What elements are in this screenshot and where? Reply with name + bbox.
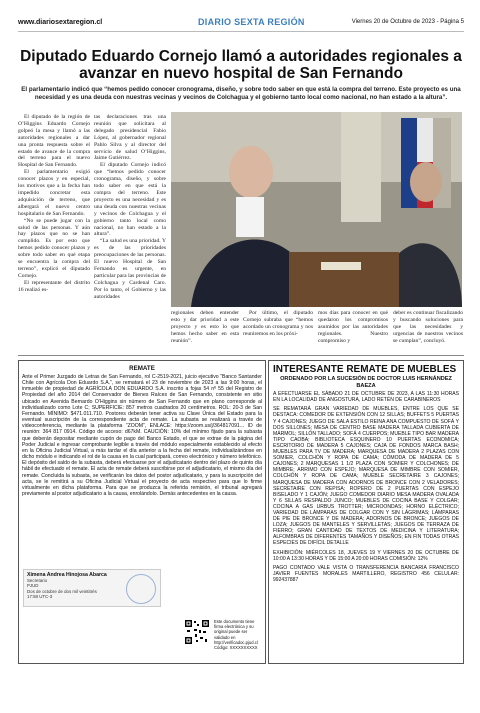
muebles-schedule: EXHIBICIÓN: MIÉRCOLES 18, JUEVES 19 Y VIERNES 20 DE OCTUBRE DE 10:00 A 13:30 HORAS Y DE 15:00 A 20:00 HORAS COMISIÓN: 12% — [273, 549, 459, 562]
article-paragraph: “La salud es una prioridad. Y es de las prioridades preocupaciones de las personas. El nuevo Hospital de San Fernando es urgente, en particular para las provincias de Colchagua y Cardenal Caro. Por lo tanto, el Gobierno y las autoridades — [94, 238, 166, 300]
signer-role: Secretario — [27, 578, 48, 583]
article-paragraph: El parlamentario exigió conocer plazos y en especial, los motivos que a la fecha han impedido concretar esta adquisición de terreno, que albergará el nuevo centro hospitalario de San Fernando. — [18, 169, 90, 217]
qr-code-icon[interactable] — [184, 619, 210, 645]
article-paragraph: “No se puede jugar con la salud de las personas. Y aún hay plazos que no se han cumplido. Es por esto que hemos pedido conocer plazos y sobre todo saber en qué etapa se encuentra la compra del terreno”, explicó el diputado Cornejo. — [18, 217, 90, 279]
article-subhead: El parlamentario indicó que “hemos pedido conocer cronograma, diseño, y sobre todo saber en que está la compra del terreno. Este proyecto es una necesidad y es una deuda con nuestras vecinas y vecinos de Colchagua y el gobierno tanto local como nacional, no han estado a la altura”. — [21, 86, 461, 101]
qr-validation-text: Este documento tiene firma electrónica y su original puede ser validado en http://verificadoc.pjud.cl Código: XXXXXXXXXX — [214, 619, 258, 651]
article-photo — [171, 112, 462, 307]
section-divider — [18, 355, 464, 356]
muebles-body — [273, 391, 459, 583]
signer-name: Ximena Andrea Hinojosa Abarca — [27, 572, 107, 578]
muebles-payment: PAGO CONTADO VALE VISTA O TRANSFERENCIA BANCARIA FRANCISCO JAVIER FUENTES MORALES MARTILLERO, REGISTRO 456 CELULAR: 992437887 — [273, 564, 459, 583]
article-paragraph: regionales deben entender esto y dar prioridad a este proyecto y es esto lo que hemos hecho saber en esta reunión”. — [171, 310, 239, 344]
article-column-5 — [318, 310, 388, 345]
article-paragraph: El representante del distrito 16 realizó es- — [18, 279, 90, 293]
remate-body: Ante el Primer Juzgado de Letras de San Fernando, rol C-2519-2021, juicio ejecutivo “Banco Santander Chile con Agrícola Don Eduardo S.A.”, se rematará el 23 de noviembre de 2023 a las 9:00 horas, el inmueble de propiedad de AGRÍCOLA DON EDUARDO S.A. inscrito a fojas 54 nº 55 del Registro de Propiedad del año 2014 del Conservador de Bienes Raíces de San Fernando, consistente en sitio ubicado en Avenida Bernardo O’Higgins sin número de San Fernando que en plano corresponde al individualizado como Lote C; SUPERFICIE: 857 metros cuadrados 20 centímetros. ROL: 20-3 de San Fernando. MÍNIMO: $471.011.710. Postores deberán tener activa su Clave Única del Estado para la eventual suscripción de la correspondiente acta de remate. La subasta se realizará a través de videoconferencia, mediante la plataforma “ZOOM”, ENLACE: https://zoom.us/j/364817091... ID de reunión: 364 817 0914. Código de acceso: d67kM. CAUCIÓN: 10% del mínimo fijado para la subasta que deberán depositar mediante cupón de pago del Banco Estado, el que se extrae de la página del Poder Judicial e ingresar comprobante legible a través del módulo especialmente establecido al efecto en la Oficina Judicial Virtual, a más tardar el día anterior a la fecha del remate, individualizándose en dicho módulo e indicando el rol de la causa en la cual participará, correo electrónico y número telefónico. El depósito del saldo de la subasta, deberá efectuarse por el adjudicatario dentro del plazo de quinto día hábil de efectuado el remate. El acta de remate deberá suscribirse por el adjudicatario, el mismo día del remate. Concluida la subasta, se verificarán los datos del postor adjudicatario, y para la suscripción del acta, se le remitirá a su Oficina Judicial Virtual el proyecto de acta respectivo para que lo firme virtualmente en dicha plataforma. Para que se produzca la referida remisión, el tribunal agregará previamente al postor adjudicatario a la causa, enrolándolo. Demás antecedentes en la causa. — [22, 374, 262, 497]
article-paragraph: mos días para conocer en qué quedaron los compromisos asumidos por las autoridades regionales. Nuestro compromiso y — [318, 310, 388, 344]
muebles-items: SE REMATARÁ GRAN VARIEDAD DE MUEBLES, ENTRE LOS QUE SE DESTACA: COMEDOR DE EXTENSIÓN CON 12 SILLAS; BUFFETS 5 PUERTAS Y 4 CAJONES; JUEGO DE SALA ESTILO REINA ANA COMPUESTO DE SOFÁ Y DOS SILLONES; MESA DE CENTRO BASE MADERA TALLADA CUBIERTA DE MÁRMOL; SILLÓN TALLADO; SOFÁ 4 CUERPOS; MUEBLE TIPO BAR MADERA TIPO CAOBA; BIBLIOTECA ESQUINERO 10 PUERTAS ECONOMICA; ESCRITORIO DE MADERA 5 CAJONES; CAJA DE FONDOS MARCA BASH; MUEBLES PARA TV DE MADERA; MARQUESA DE MADERA 2 PLAZAS CON SOMIER, COLCHÓN Y ROPA DE CAMA; CÓMODA DE MADERA DE 5 CAJONES; 2 MARQUESAS 1 1/2 PLAZA CON SOMIER Y COLCHONES; DE MIMBRE; ARRIMO CON ESPEJO; MARQUESA DE MIMBRE CON SOMIER, COLCHÓN Y ROPA DE CAMA; MUEBLE SECRETAIRE 3 CAJONES; MARQUESA DE MADERA CON ADORNOS DE BRONCE CON 2 VELADORES; SECRETAIRE CON REPISA; ROPERO DE 2 PUERTAS CON ESPEJO BISELADO Y 1 CAJÓN; JUEGO COMEDOR DIARIO MESA MADERA OVALADA Y 6 SILLAS RESPALDO JUNCO; MUEBLES DE COCINA BASE Y COLGAR; COCINA A GAS URBUS TROTTER; MICROONDAS; HORNO ELÉCTRICO; VARIEDAD DE LÁMPARAS DE COLGAR CON Y SIN LÁGRIMAS; LÁMPARAS DE PIE DE BRONCE Y DE MADERA; ADORNOS DE BRONCE; JUEGOS DE LOZA; JUEGOS DE MANTELES Y SERVILLETAS; JUEGOS DE TERRAZA DE FIERRO; GRAN CANTIDAD DE TEXTOS DE MEDICINA Y LITERATURA; ALFOMBRAS DE DIFERENTES TAMAÑOS Y DISEÑOS; EN FIN TODAS OTRAS ESPECIES DE DIFÍCIL DETALLE — [273, 406, 459, 547]
article-column-1 — [18, 114, 90, 294]
article-column-3 — [171, 310, 239, 345]
article-paragraph: Por último, el diputado Cornejo subraba que “hemos acordado un cronograma y nos reuniremos en los próxi- — [243, 310, 313, 337]
issue-date: Viernes 20 de Octubre de 2023 - Página 5 — [351, 19, 464, 25]
muebles-intro: A EFECTUARSE EL SÁBADO 21 DE OCTUBRE DE 2023, A LAS 11:30 HORAS EN LA LOCALIDAD DE ANGOSTURA, LADO RETÉN DE CARABINEROS — [273, 391, 459, 404]
page-header — [18, 18, 464, 32]
article-column-2 — [94, 114, 166, 300]
article-paragraph: tas declaraciones tras una reunión que solicitara al delegado presidencial Fabio López, al gobernador regional Pablo Silva y al director del servicio de salud O’Higgins, Jaime Gutiérrez. — [94, 114, 166, 162]
signature-date: Dos de octubre de dos mil veintitrés — [27, 588, 97, 594]
remate-title: REMATE — [129, 365, 155, 372]
section-title: DIARIO SEXTA REGIÓN — [198, 17, 305, 27]
signer-court: PJUD — [27, 583, 39, 589]
seal-icon — [126, 574, 156, 604]
article-column-4 — [243, 310, 313, 338]
article-column-6 — [393, 310, 463, 345]
remate-notice — [18, 360, 266, 664]
meeting-photo-illustration — [171, 112, 462, 307]
article-headline: Diputado Eduardo Cornejo llamó a autoridades regionales a avanzar en nuevo hospital de San Fernando — [20, 48, 462, 82]
article-paragraph: El diputado de la región de O’Higgins Eduardo Cornejo golpeó la mesa y llamó a las autoridades regionales a dar una pronta respuesta sobre el estado de avance de la compra del terreno para el nuevo Hospital de San Fernando. — [18, 114, 90, 169]
muebles-subtitle: ORDENADO POR LA SUCESIÓN DE DOCTOR LUIS HERNÁNDEZ BAEZA — [280, 376, 452, 389]
electronic-signature — [23, 569, 161, 607]
site-url[interactable]: www.diariosextaregion.cl — [18, 19, 103, 26]
muebles-notice — [268, 360, 464, 664]
muebles-title: INTERESANTE REMATE DE MUEBLES — [273, 364, 457, 375]
signature-time: 17:58 UTC-3 — [27, 594, 53, 600]
article-paragraph: El diputado Cornejo indicó que “hemos pedido conocer cronograma, diseño, y sobre todo saber en que está la compra del terreno. Este proyecto es una necesidad y es una deuda con nuestras vecinas y vecinos de Colchagua y el gobierno tanto local como nacional, no han estado a la altura”. — [94, 162, 166, 238]
article-paragraph: deber es continuar fiscalizando y buscando soluciones para que las necesidades y urgencias de nuestros vecinos se cumplan”, concluyó. — [393, 310, 463, 344]
